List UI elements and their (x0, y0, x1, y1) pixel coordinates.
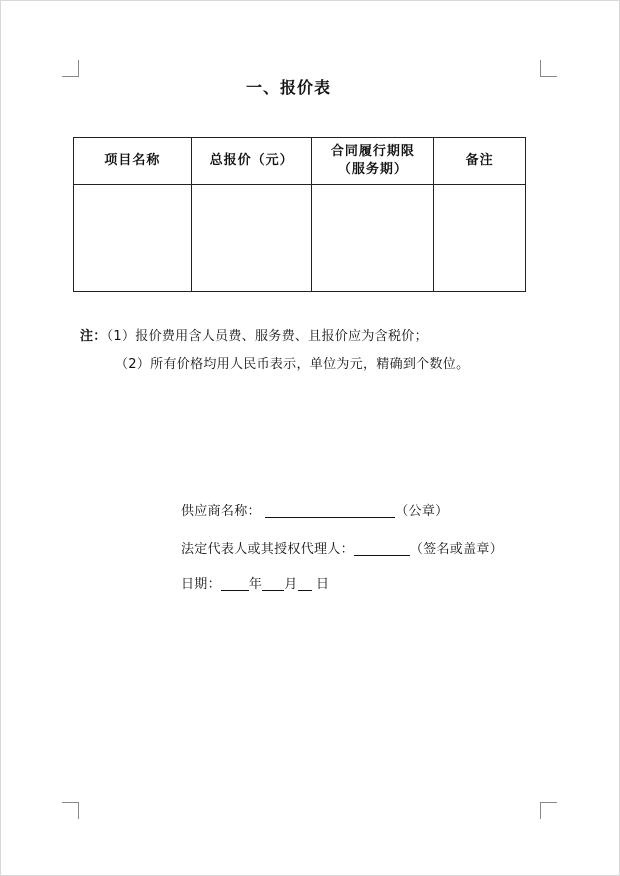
note-line-2 (115, 353, 469, 372)
representative-blank[interactable] (354, 541, 410, 556)
header-project-name: 项目名称 (74, 138, 192, 185)
supplier-blank[interactable] (265, 503, 395, 518)
quote-table (73, 137, 526, 292)
cell-total-price[interactable] (191, 185, 312, 292)
supplier-line (181, 500, 448, 519)
note-item-1: （1）报价费用含人员费、服务费、且报价应为含税价； (106, 329, 428, 344)
year-label: 年 (248, 577, 263, 592)
crop-mark-bottom-left (62, 802, 79, 819)
cell-contract-period[interactable] (312, 185, 434, 292)
supplier-suffix: （公章） (395, 504, 449, 519)
crop-mark-top-left (62, 60, 79, 77)
table-row (74, 185, 526, 292)
date-line (181, 573, 329, 592)
cell-project-name[interactable] (74, 185, 192, 292)
month-label: 月 (284, 577, 298, 592)
representative-suffix: （签名或盖章） (409, 542, 504, 557)
crop-mark-top-right (540, 60, 557, 77)
note-label: 注： (80, 329, 107, 344)
year-blank[interactable] (221, 576, 249, 591)
representative-label: 法定代表人或其授权代理人： (181, 542, 354, 557)
header-contract-period: 合同履行期限 （服务期） (312, 138, 434, 185)
representative-line (181, 538, 503, 557)
crop-mark-bottom-right (540, 802, 557, 819)
header-remarks: 备注 (434, 138, 526, 185)
day-label: 日 (315, 577, 330, 592)
header-total-price: 总报价（元） (191, 138, 312, 185)
cell-remarks[interactable] (434, 185, 526, 292)
note-item-2: （2）所有价格均用人民币表示，单位为元，精确到个数位。 (115, 357, 470, 372)
table-header-row (74, 138, 526, 185)
date-label: 日期： (181, 577, 221, 592)
day-blank[interactable] (298, 576, 312, 591)
month-blank[interactable] (262, 576, 284, 591)
page-title: 一、报价表 (246, 78, 332, 97)
note-line-1 (80, 325, 428, 344)
supplier-label: 供应商名称： (181, 504, 261, 519)
